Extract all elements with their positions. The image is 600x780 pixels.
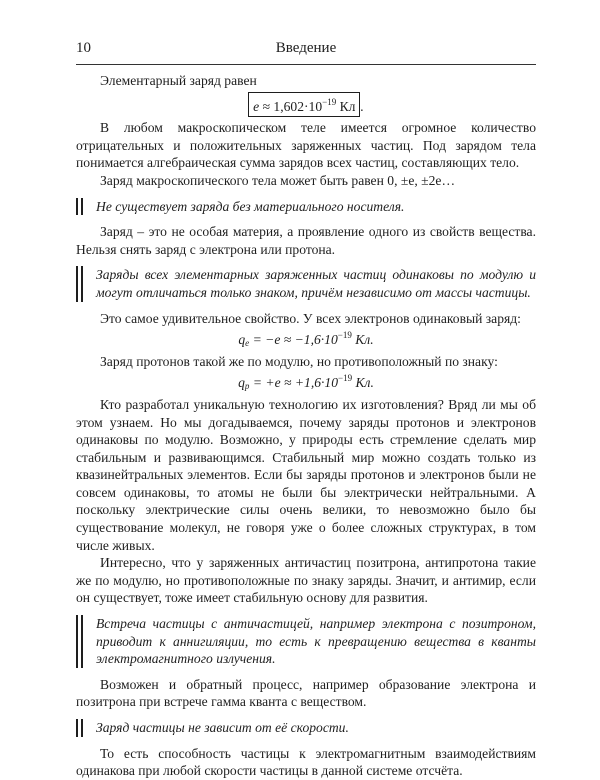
header-rule bbox=[76, 64, 536, 65]
callout bbox=[76, 198, 536, 216]
callout-text: Заряд частицы не зависит от её скорости. bbox=[96, 720, 349, 735]
paragraph: В любом макроскопическом теле имеется огромное количество отрицательных и положительных заряженных частиц. Под зарядом тела понимается алгебраическая сумма зарядов всех частиц, составляющих тело. bbox=[76, 120, 536, 171]
formula-electron-charge: $q_e = -e \approx -1,6\cdot 10^{-19}$ Кл. bbox=[238, 330, 374, 349]
paragraph: Интересно, что у заряженных античастиц позитрона, антипротона такие же по модулю, но противоположные по знаку заряды. Значит, и антимир, если он существует, тоже имеет стабильную основу для развития. bbox=[76, 555, 536, 606]
callout-bar bbox=[76, 198, 83, 216]
paragraph: Возможен и обратный процесс, например образование электрона и позитрона при встрече гамма кванта с веществом. bbox=[76, 676, 536, 710]
callout-text: Встреча частицы с античастицей, например электрона с позитроном, приводит к аннигиляции, то есть к превращению вещества в кванты электромагнитного излучения. bbox=[96, 616, 536, 667]
running-title: Введение bbox=[275, 40, 337, 56]
formula-elementary-charge: $e \approx 1,602\cdot 10^{-19}$ Кл . bbox=[76, 92, 536, 118]
callout-bar bbox=[76, 615, 83, 668]
callout-text: Не существует заряда без материального носителя. bbox=[96, 198, 405, 214]
callout-bar bbox=[76, 266, 83, 301]
paragraph: Кто разработал уникальную технологию их изготовления? Вряд ли мы об этом узнаем. Но мы догадываемся, почему заряды протонов и электронов одинаковы по модулю. Возможно, у природы есть стремление сделать мир стабильным и развивающимся. Стабильный мир можно создать только из квазинейтральных элементов. Если бы заряды протонов и электронов были не совсем одинаковы, то атомы не были бы электрически нейтральными. А поскольку электрические силы очень велики, то невозможно было бы существование молекул, не говоря уже о более сложных структурах, в том числе живых. bbox=[76, 396, 536, 553]
callout bbox=[76, 719, 536, 737]
callout bbox=[76, 266, 536, 301]
page-number: 10 bbox=[76, 40, 91, 56]
page-body bbox=[76, 72, 536, 780]
callout-bar bbox=[76, 719, 83, 737]
paragraph: То есть способность частицы к электромагнитным взаимодействиям одинакова при любой скорости частицы в данной системе отсчёта. bbox=[76, 745, 536, 779]
formula-proton-charge: $q_p = +e \approx +1,6\cdot 10^{-19}$ Кл. bbox=[238, 373, 374, 392]
paragraph: Заряд протонов такой же по модулю, но противоположный по знаку: bbox=[100, 353, 498, 369]
paragraph: Заряд макроскопического тела может быть равен 0, ±e, ±2e… bbox=[100, 172, 456, 188]
paragraph: Это самое удивительное свойство. У всех электронов одинаковый заряд: bbox=[100, 310, 521, 326]
paragraph: Заряд – это не особая материя, а проявление одного из свойств вещества. Нельзя снять заряд с электрона или протона. bbox=[76, 224, 536, 257]
page-header bbox=[76, 40, 536, 60]
paragraph: Элементарный заряд равен bbox=[100, 73, 257, 88]
boxed-formula: $e \approx 1,602\cdot 10^{-19}$ Кл bbox=[248, 92, 360, 118]
callout-text: Заряды всех элементарных заряженных частиц одинаковы по модулю и могут отличаться только знаком, причём независимо от массы частицы. bbox=[96, 267, 536, 300]
callout bbox=[76, 615, 536, 668]
